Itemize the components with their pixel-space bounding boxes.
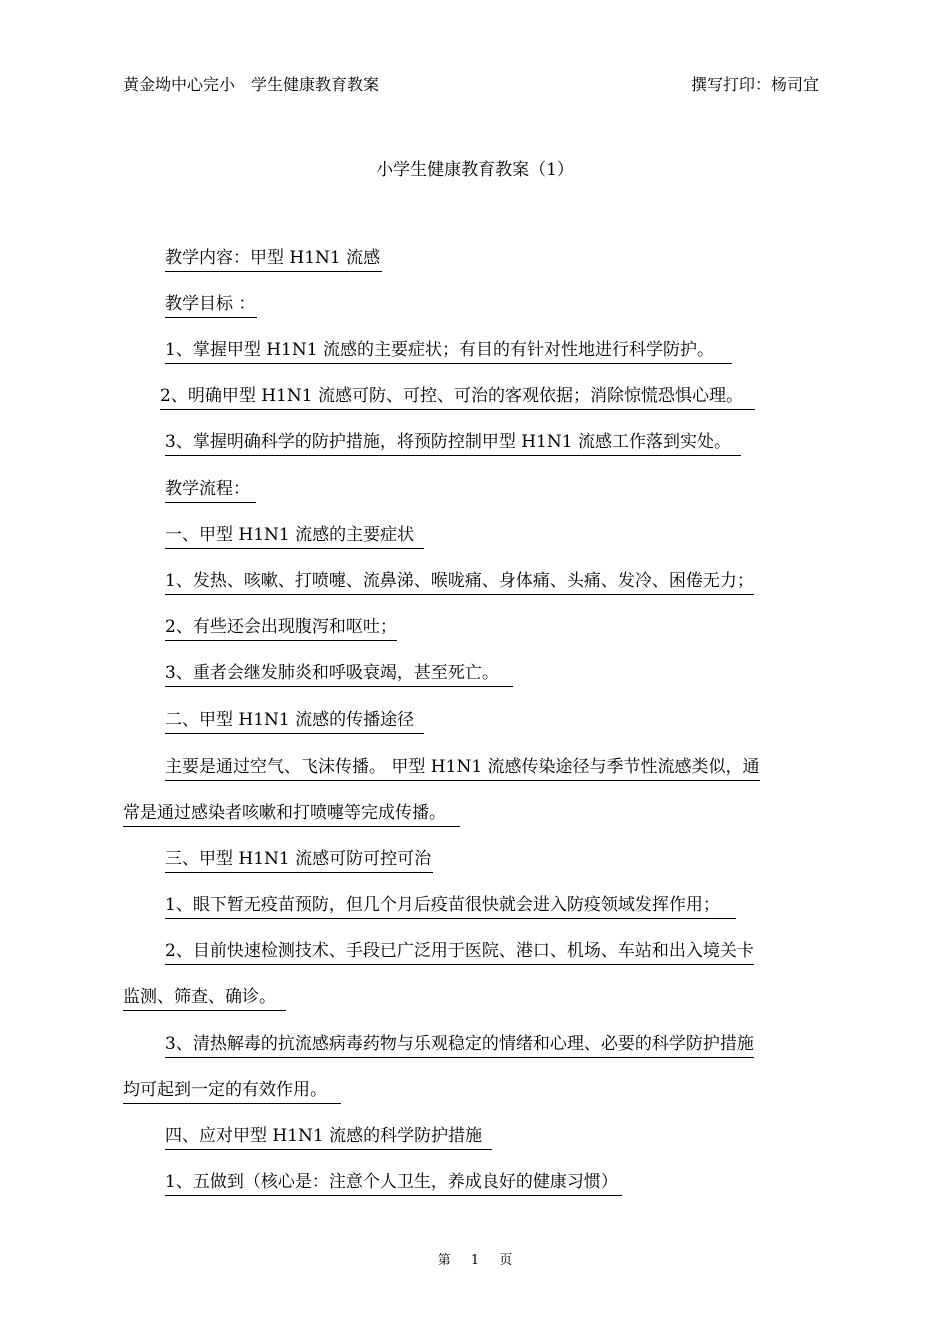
section-2-paragraph-line-1 [165,757,760,781]
section-3-item-2-line-1 [165,941,754,965]
section-3-item-2-line-2 [123,987,286,1011]
section-3-heading-text: 三、甲型 H1N1 流感可防可控可治 [165,849,433,873]
flow-heading [165,479,256,503]
page-number [0,1249,950,1268]
header-author: 撰写打印：杨司宜 [690,75,819,94]
section-1-item-1 [165,571,754,595]
section-3-item-2-line-2-text: 监测、筛查、确诊。 [123,987,286,1011]
section-3-item-2-line-1-text: 2、目前快速检测技术、手段已广泛用于医院、港口、机场、车站和出入境关卡 [165,941,754,965]
section-2-paragraph-line-2 [123,803,460,827]
flow-heading-text: 教学流程： [165,479,256,503]
section-2-heading-text: 二、甲型 H1N1 流感的传播途径 [165,710,424,734]
header-school: 黄金坳中心完小 学生健康教育教案 [123,75,380,94]
goal-item-2-text: 2、明确甲型 H1N1 流感可防、可控、可治的客观依据；消除惊慌恐惧心理。 [160,386,755,410]
section-1-heading [165,525,424,549]
page-number-prefix: 第 [437,1253,451,1268]
section-2-paragraph-line-1-text: 主要是通过空气、飞沫传播。 甲型 H1N1 流感传染途径与季节性流感类似，通 [165,757,760,781]
section-2-heading [165,710,424,734]
section-3-item-3-line-2 [123,1080,341,1104]
section-3-item-3-line-1-text: 3、清热解毒的抗流感病毒药物与乐观稳定的情绪和心理、必要的科学防护措施 [165,1034,754,1058]
teaching-content [165,248,382,272]
goal-item-3-text: 3、掌握明确科学的防护措施，将预防控制甲型 H1N1 流感工作落到实处。 [165,432,741,456]
section-3-item-3-line-1 [165,1034,754,1058]
goal-item-3 [165,432,741,456]
section-1-item-1-text: 1、发热、咳嗽、打喷嚏、流鼻涕、喉咙痛、身体痛、头痛、发冷、困倦无力； [165,571,754,595]
section-4-heading [165,1126,492,1150]
section-3-item-3-line-2-text: 均可起到一定的有效作用。 [123,1080,341,1104]
section-1-item-3-text: 3、重者会继发肺炎和呼吸衰竭，甚至死亡。 [165,663,513,687]
section-1-item-3 [165,663,513,687]
section-4-item-1-text: 1、五做到（核心是：注意个人卫生，养成良好的健康习惯） [165,1172,622,1196]
goal-item-1 [165,340,732,364]
section-3-heading [165,849,433,873]
goal-heading-text: 教学目标 ： [165,294,257,318]
section-3-item-1-text: 1、眼下暂无疫苗预防，但几个月后疫苗很快就会进入防疫领域发挥作用； [165,895,736,919]
page-number-suffix: 页 [499,1253,513,1268]
section-4-item-1 [165,1172,622,1196]
goal-item-2 [160,386,755,410]
page-title: 小学生健康教育教案（1） [376,160,574,180]
page-number-value: 1 [470,1253,480,1268]
section-1-item-2 [165,617,397,641]
section-2-paragraph-line-2-text: 常是通过感染者咳嗽和打喷嚏等完成传播。 [123,803,460,827]
goal-item-1-text: 1、掌握甲型 H1N1 流感的主要症状；有目的有针对性地进行科学防护。 [165,340,732,364]
section-1-heading-text: 一、甲型 H1N1 流感的主要症状 [165,525,424,549]
section-4-heading-text: 四、应对甲型 H1N1 流感的科学防护措施 [165,1126,492,1150]
section-3-item-1 [165,895,736,919]
teaching-content-text: 教学内容：甲型 H1N1 流感 [165,248,382,272]
section-1-item-2-text: 2、有些还会出现腹泻和呕吐； [165,617,397,641]
goal-heading [165,294,257,318]
